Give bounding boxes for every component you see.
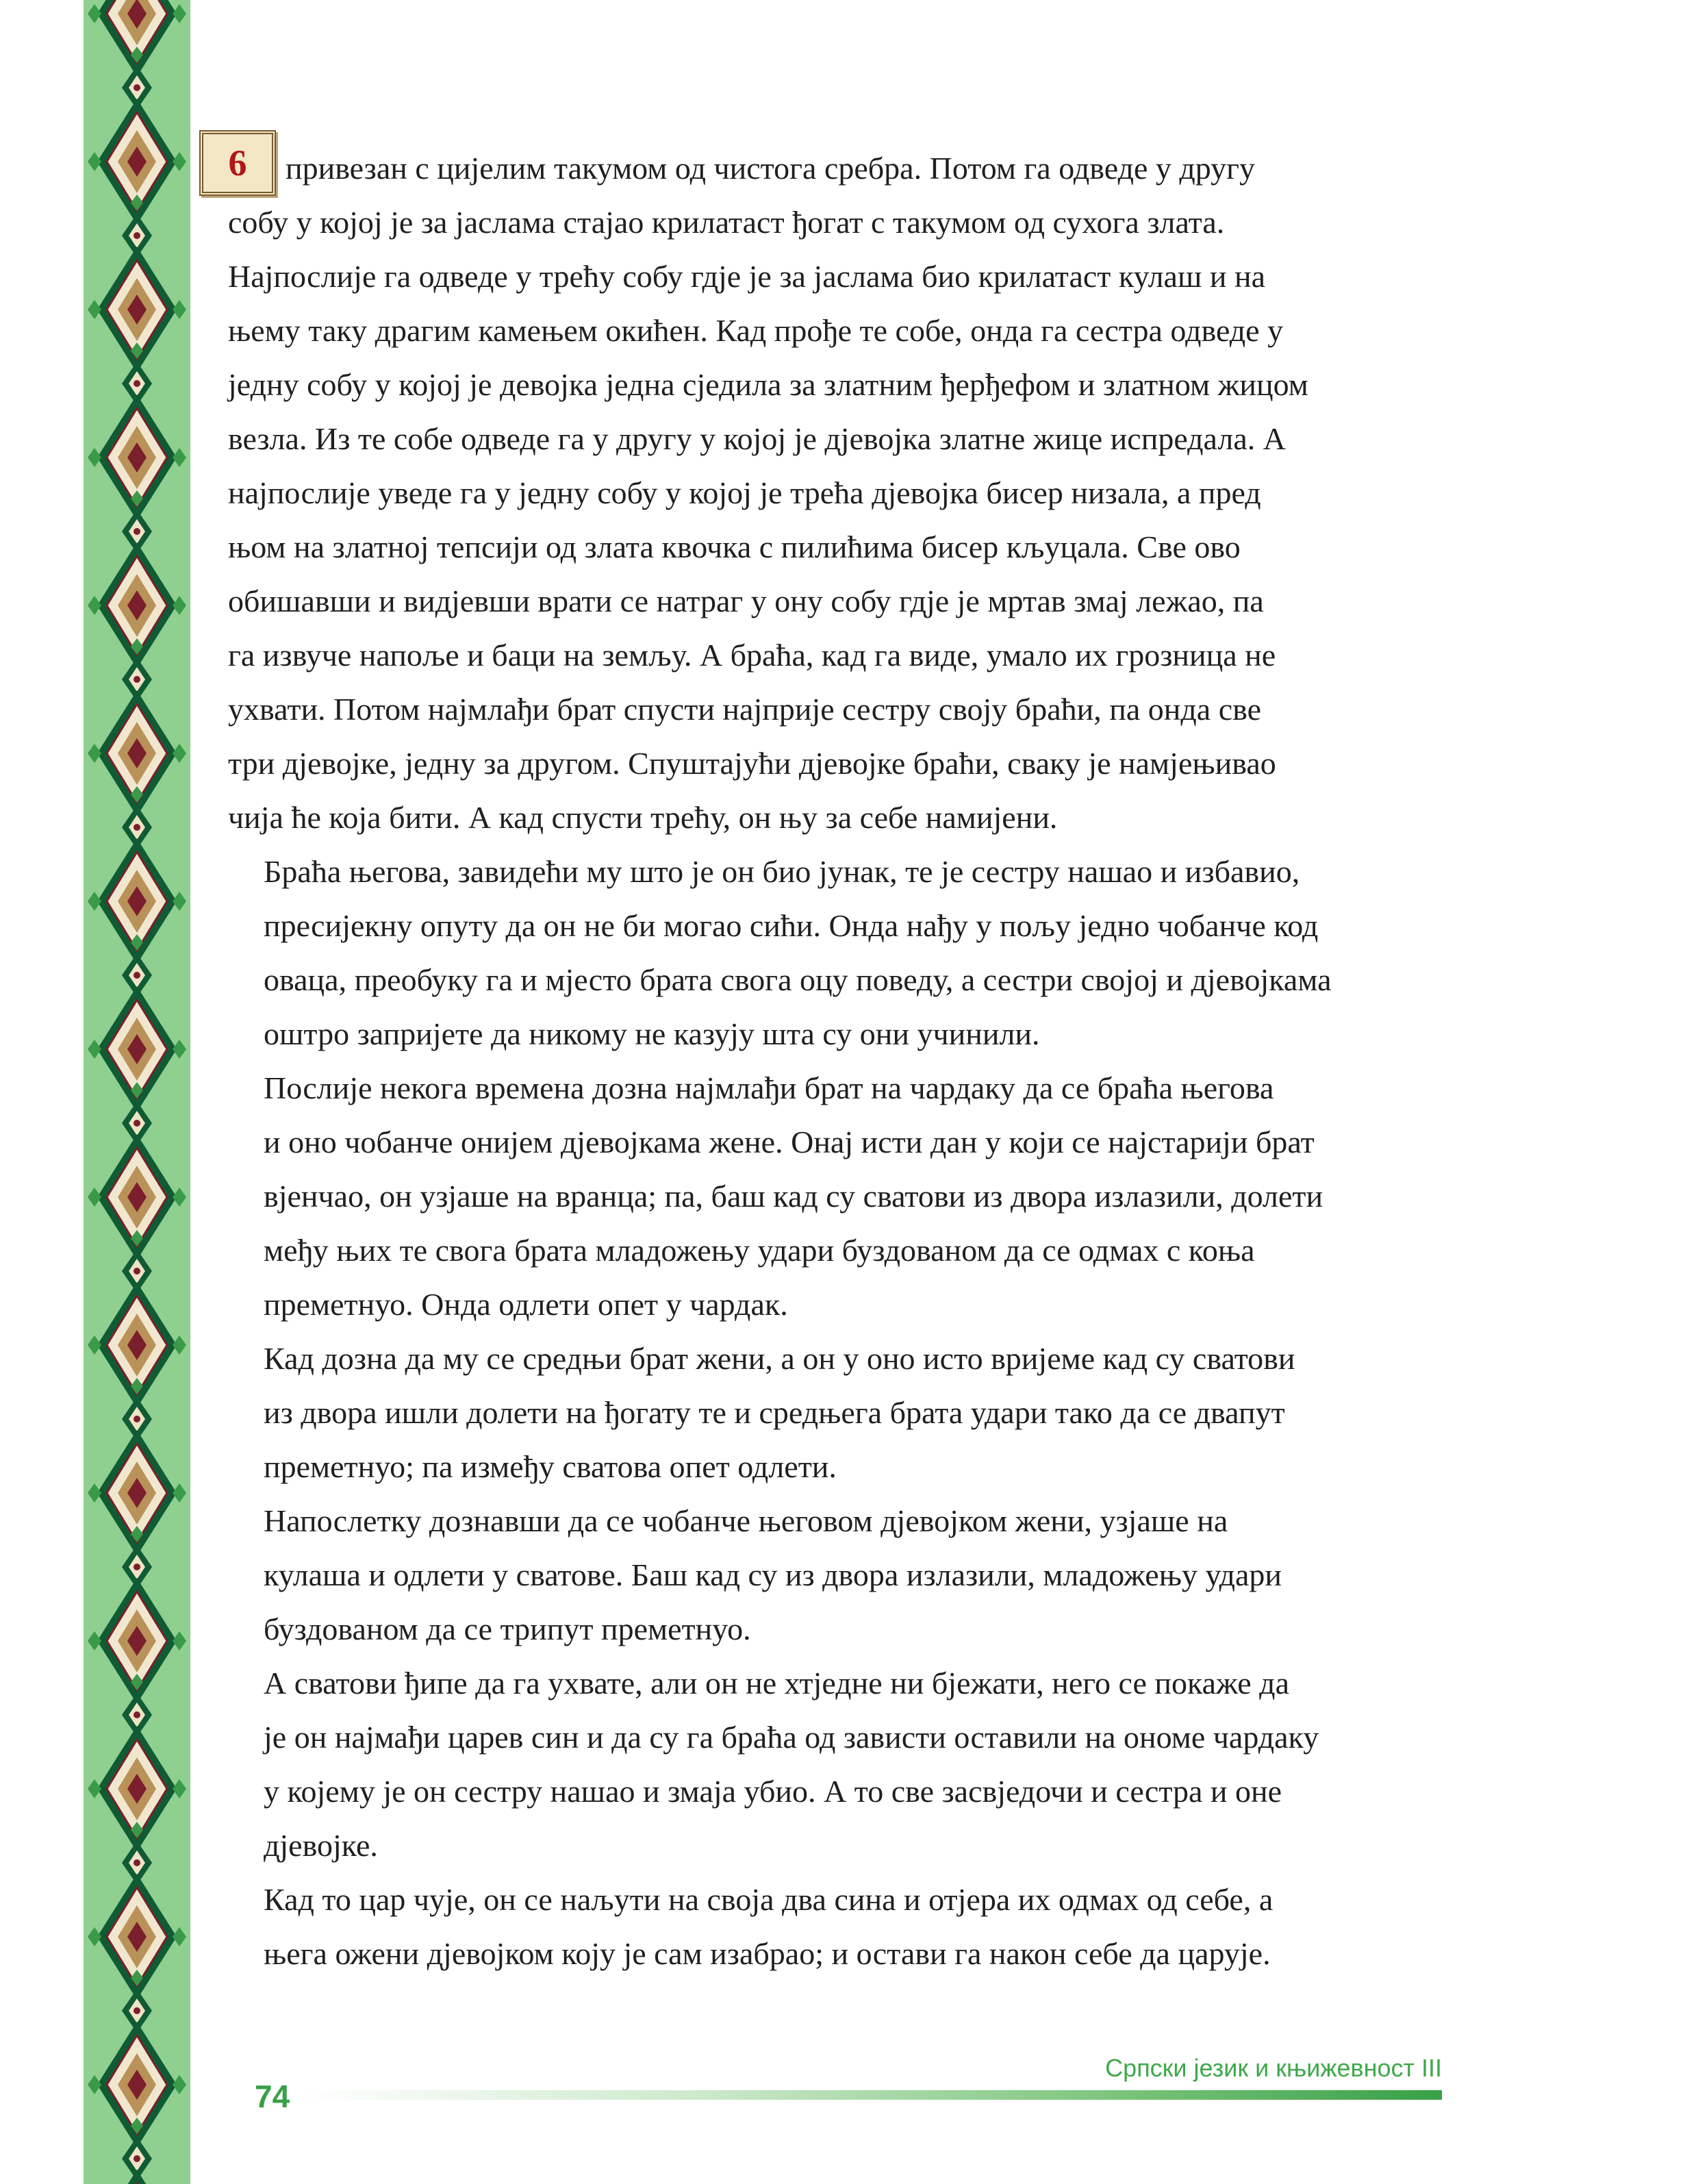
paragraph (228, 1331, 1543, 1494)
page-number: 74 (255, 2079, 290, 2114)
paragraph (228, 141, 1543, 844)
ornament-sprig (173, 892, 186, 911)
text-line: најпослије уведе га у једну собу у којој је трећа дјевојка бисер низала, а пред (228, 475, 1261, 510)
ornament-sprig (88, 4, 101, 23)
folk-ornament-border (84, 0, 190, 2184)
book-title: Српски језик и књижевност III (1105, 2054, 1442, 2082)
text-line: њему таку драгим камењем окићен. Кад прође те собе, онда га сестра одведе у (228, 313, 1284, 348)
ornament-sprig (88, 1188, 101, 1207)
ornament-sprig (173, 152, 186, 171)
ornament-sprig (173, 1779, 186, 1798)
text-line: Послије некога времена дозна најмлађи брат на чардаку да се браћа његова (264, 1070, 1274, 1105)
text-line: три дјевојке, једну за другом. Спуштајући дјевојке браћи, сваку је намјењивао (228, 746, 1276, 781)
text-line: преметнуо. Онда одлети опет у чардак. (264, 1287, 788, 1322)
ornament-sprig (88, 1040, 101, 1059)
ornament-sprig (173, 1040, 186, 1059)
chapter-number: 6 (228, 142, 247, 184)
text-line: собу у којој је за јаслама стајао крилатаст ђогат с такумом од сухога злата. (228, 205, 1225, 240)
ornament-dot (134, 528, 140, 535)
ornament-dot (134, 1268, 140, 1275)
paragraph (228, 844, 1543, 1061)
text-line: једну собу у којој је девојка једна сједила за златним ђерђефом и златном жицом (228, 367, 1308, 402)
ornament-sprig (88, 892, 101, 911)
text-line: привезан с цијелим такумом од чистога сребра. Потом га одведе у другу (286, 151, 1256, 186)
text-line: њом на златној тепсији од злата квочка с пилићима бисер кљуцала. Све ово (228, 529, 1241, 564)
ornament-dot (134, 84, 140, 91)
text-line: Кад дозна да му се средњи брат жени, а он у оно исто вријеме кад су сватови (264, 1341, 1295, 1376)
ornament-sprig (88, 448, 101, 467)
text-line: међу њих те свога брата младожењу удари буздованом да се одмах с коња (264, 1233, 1255, 1268)
text-line: преметнуо; па између сватова опет одлети. (264, 1449, 837, 1484)
text-line: А сватови ђипе да га ухвате, али он не хтједне ни бјежати, него се покаже да (264, 1666, 1289, 1700)
text-line: буздованом да се трипут преметнуо. (264, 1611, 751, 1646)
ornament-sprig (88, 300, 101, 319)
ornament-sprig (173, 4, 186, 23)
text-line: је он најмађи царев син и да су га браћа од зависти оставили на ономе чардаку (264, 1720, 1319, 1755)
paragraph (228, 1656, 1543, 1872)
ornament-sprig (88, 152, 101, 171)
paragraph (228, 1061, 1543, 1331)
ornament-dot (134, 232, 140, 239)
ornament-sprig (88, 1927, 101, 1946)
text-line: оваца, преобуку га и мјесто брата свога оцу поведу, а сестри својој и дјевојкама (264, 962, 1332, 997)
paragraph (228, 1872, 1543, 1981)
ornament-sprig (173, 1188, 186, 1207)
ornament-sprig (173, 448, 186, 467)
text-line: Напослетку дознавши да се чобанче његовом дјевојком жени, узјаше на (264, 1503, 1228, 1538)
text-line: ухвати. Потом најмлађи брат спусти најприје сестру своју браћи, па онда све (228, 692, 1261, 727)
ornament-dot (134, 1416, 140, 1422)
ornament-dot (134, 2155, 140, 2162)
text-line: вјенчао, он узјаше на вранца; па, баш кад су сватови из двора излазили, долети (264, 1179, 1323, 1214)
text-line: њега ожени дјевојком коју је сам изабрао; и остави га након себе да царује. (264, 1936, 1271, 1971)
ornament-sprig (173, 300, 186, 319)
ornament-dot (134, 2007, 140, 2014)
ornament-dot (134, 380, 140, 387)
text-line: оштро запријете да никому не казују шта су они учинили. (264, 1016, 1040, 1051)
text-line: Браћа његова, завидећи му што је он био јунак, те је сестру нашао и избавио, (264, 854, 1300, 889)
ornament-sprig (88, 1335, 101, 1355)
text-line: из двора ишли долети на ђогату те и средњега брата удари тако да се двапут (264, 1395, 1285, 1430)
footer-rule (301, 2090, 1442, 2100)
text-line: пресијекну опуту да он не би могао сићи. Онда нађу у пољу једно чобанче код (264, 908, 1319, 943)
ornament-dot (134, 1859, 140, 1866)
paragraph (228, 1494, 1543, 1656)
text-line: га извуче напоље и баци на земљу. А браћа, кад га виде, умало их грозница не (228, 638, 1276, 673)
ornament-dot (134, 1711, 140, 1718)
ornament-sprig (173, 1631, 186, 1650)
ornament-dot (134, 824, 140, 831)
story-text (228, 141, 1543, 1981)
ornament-sprig (173, 2075, 186, 2094)
text-line: кулаша и одлети у сватове. Баш кад су из двора излазили, младожењу удари (264, 1557, 1282, 1592)
ornament-dot (134, 1564, 140, 1570)
ornament-sprig (88, 1483, 101, 1503)
ornament-sprig (88, 2075, 101, 2094)
ornament-sprig (173, 1483, 186, 1503)
ornament-dot (134, 972, 140, 979)
ornament-sprig (88, 1779, 101, 1798)
ornament-dot (134, 676, 140, 683)
ornament-dot (134, 1120, 140, 1127)
ornament-sprig (88, 596, 101, 615)
ornament-sprig (173, 1335, 186, 1355)
text-line: и оно чобанче онијем дјевојкама жене. Онај исти дан у који се најстарији брат (264, 1125, 1315, 1159)
text-line: Најпослије га одведе у трећу собу гдје је за јаслама био крилатаст кулаш и на (228, 259, 1266, 294)
text-line: дјевојке. (264, 1828, 378, 1863)
ornament-sprig (173, 1927, 186, 1946)
text-line: у којему је он сестру нашао и змаја убио. А то све засвједочи и сестра и оне (264, 1774, 1282, 1809)
text-line: везла. Из те собе одведе га у другу у којој је дјевојка златне жице испредала. А (228, 421, 1286, 456)
ornament-sprig (88, 744, 101, 763)
ornament-sprig (173, 744, 186, 763)
text-line: обишавши и видјевши врати се натраг у ону собу гдје је мртав змај лежао, па (228, 583, 1264, 618)
ornament-sprig (88, 1631, 101, 1650)
text-line: чија ће која бити. А кад спусти трећу, он њу за себе намијени. (228, 800, 1058, 835)
text-line: Кад то цар чује, он се наљути на своја два сина и отјера их одмах од себе, а (264, 1882, 1274, 1917)
ornament-sprig (173, 596, 186, 615)
